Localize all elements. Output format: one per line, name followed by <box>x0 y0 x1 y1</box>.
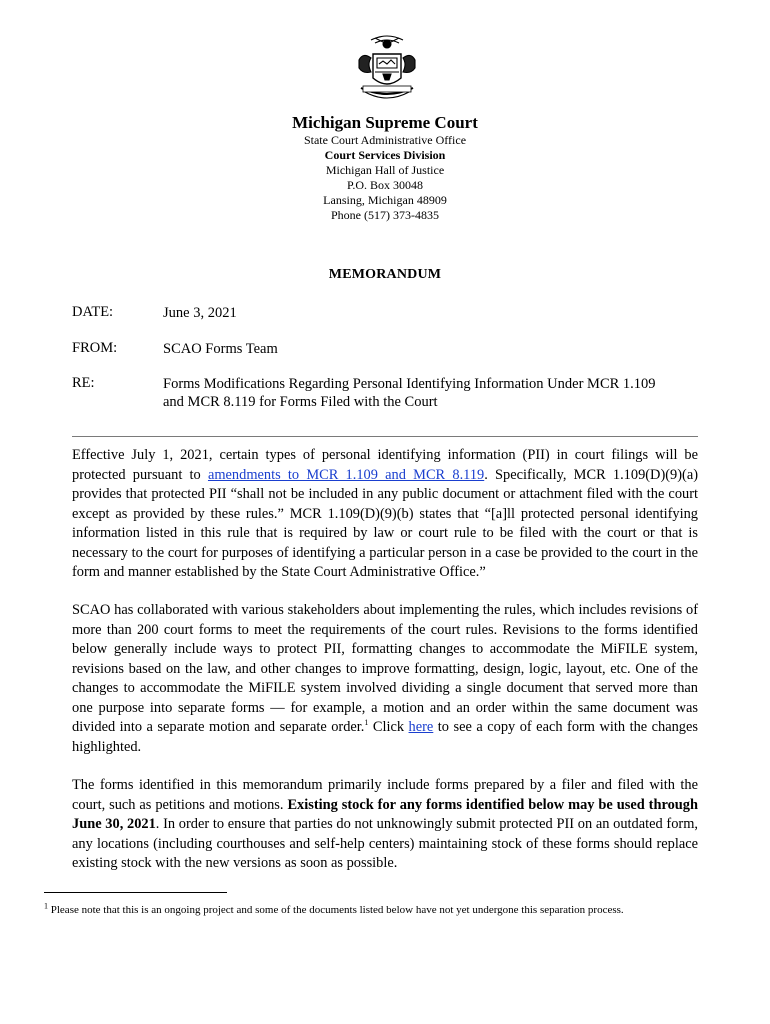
paragraph-1 <box>72 446 698 583</box>
address-line-city: Lansing, Michigan 48909 <box>323 193 447 207</box>
memo-title: MEMORANDUM <box>328 267 442 282</box>
p2-click-text: Click <box>368 719 409 735</box>
p2-text-end: to see a copy of each form with the changes highlighted. <box>72 719 698 755</box>
address-line-division: Court Services Division <box>324 148 446 162</box>
re-line-1: Forms Modifications Regarding Personal Identifying Information Under MCR 1.109 <box>163 376 656 392</box>
paragraph-3 <box>72 776 698 874</box>
footnote-text: Please note that this is an ongoing project and some of the documents listed below have not yet undergone this separation process. <box>48 904 624 916</box>
p3-text-start: The forms identified in this memorandum primarily include forms prepared by a filer and filed with the court, such as petitions and motions. <box>72 777 698 813</box>
p3-text-end: . In order to ensure that parties do not unknowingly submit protected PII on an outdated form, any locations (including courthouses and self-help centers) maintaining stock of these forms should replace existing stock with the new versions as soon as possible. <box>72 816 698 871</box>
p1-text-start: Effective July 1, 2021, certain types of personal identifying information (PII) in court filings will be protected pursuant to <box>72 447 698 483</box>
from-value: SCAO Forms Team <box>163 341 278 357</box>
date-label: DATE: <box>72 304 114 320</box>
footnote-number: 1 <box>44 901 48 911</box>
re-value <box>163 375 703 411</box>
re-label: RE: <box>72 375 95 391</box>
address-line-phone: Phone (517) 373-4835 <box>331 208 439 222</box>
p2-text-start: SCAO has collaborated with various stakeholders about implementing the rules, which includes revisions of more than 200 court forms to meet the requirements of the court rules. Revisions to the forms identified below generally include ways to protect PII, formatting changes to accommodate the MiFILE system, revisions based on the law, and other changes to improve formatting, design, logic, layout, etc. One of the changes to accommodate the MiFILE system involved dividing a single document that served more than one purpose into separate forms — for example, a motion and an order within the same document was divided into a separate motion and separate order. <box>72 602 698 735</box>
re-line-2: and MCR 8.119 for Forms Filed with the Court <box>163 394 438 410</box>
paragraph-2 <box>72 601 698 757</box>
footnote <box>44 902 704 918</box>
mcr-amendments-link[interactable]: amendments to MCR 1.109 and MCR 8.119 <box>207 466 485 483</box>
michigan-seal-logo <box>353 34 421 104</box>
p1-text-end: . Specifically, MCR 1.109(D)(9)(a) provides that protected PII “shall not be included in any public document or attachment filed with the court except as provided by these rules.” MCR 1.109(D)(9)(b) states that “[a]ll protected personal identifying information listed in this rule that is required by law or court rule to be filed with the court or that is necessary to the court for purposes of identifying a particular person in a case be provided to the court in the form and manner established by the State Court Administrative Office.” <box>72 466 698 580</box>
address-line-office: State Court Administrative Office <box>303 133 467 147</box>
here-link[interactable]: here <box>408 719 434 735</box>
court-name: Michigan Supreme Court <box>292 113 478 132</box>
header-divider <box>72 436 698 437</box>
date-value: June 3, 2021 <box>163 305 237 321</box>
p3-bold-text: Existing stock for any forms identified below may be used through June 30, 2021 <box>72 796 698 832</box>
address-line-building: Michigan Hall of Justice <box>325 163 445 177</box>
footnote-ref: 1 <box>364 718 369 728</box>
address-line-po-box: P.O. Box 30048 <box>346 178 423 192</box>
footnote-rule <box>44 892 227 893</box>
from-label: FROM: <box>72 340 118 356</box>
